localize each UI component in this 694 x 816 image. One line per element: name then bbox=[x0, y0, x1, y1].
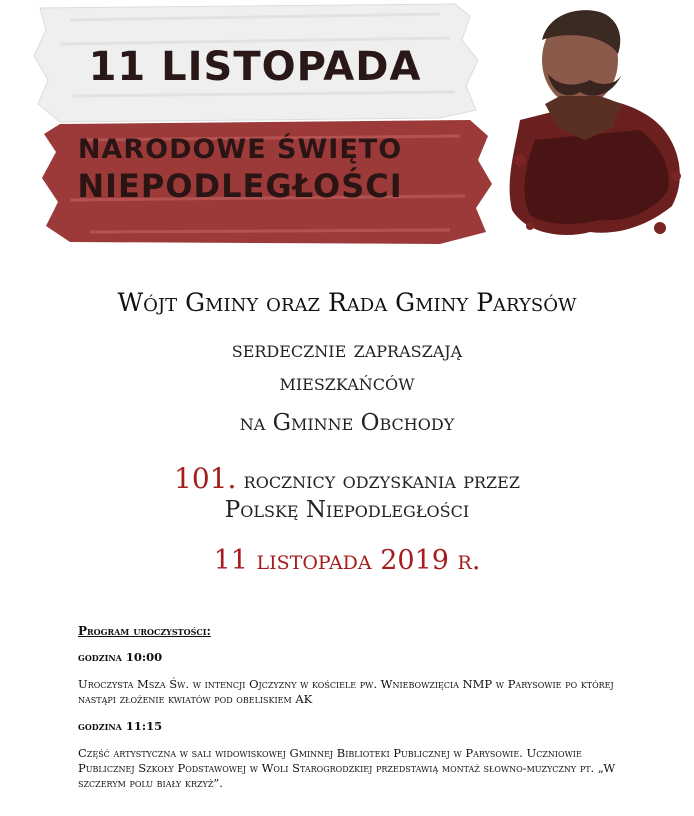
event-line: na Gminne Obchody bbox=[239, 410, 455, 436]
anniversary-number: 101. bbox=[174, 462, 237, 495]
program-text-1: Uroczysta Msza Św. w intencji Ojczyzny w kościele pw. Wniebowzięcia NMP w Parysowie po której nastąpi złożenie kwiatów pod obeliskiem AK bbox=[78, 677, 614, 706]
anniversary-line bbox=[0, 462, 694, 495]
program-time-1: godzina 10:00 bbox=[78, 650, 163, 664]
banner-subtitle bbox=[60, 132, 420, 204]
portrait-illustration bbox=[510, 10, 681, 235]
audience-line: mieszkańców bbox=[279, 370, 415, 396]
banner bbox=[0, 0, 694, 262]
banner-subtitle-line1: NARODOWE ŚWIĘTO bbox=[77, 134, 403, 165]
independence-line: Polskę Niepodległości bbox=[224, 497, 470, 523]
program-text-2: Część artystyczna w sali widowiskowej Gminnej Biblioteki Publicznej w Parysowie. Uczniowie Publicznej Szkoły Podstawowej w Woli Starogrodzkiej przedstawią montaż słowno-muzyczny pt. „W szczerym polu biały krzyż”. bbox=[78, 746, 616, 790]
anniversary-text: rocznicy odzyskania przez bbox=[236, 468, 520, 494]
event-date: 11 listopada 2019 r. bbox=[213, 545, 481, 576]
invite-line: serdecznie zapraszają bbox=[231, 337, 463, 363]
banner-subtitle-line2: NIEPODLEGŁOŚCI bbox=[77, 167, 403, 205]
flag-brush-graphic bbox=[0, 0, 694, 262]
program-time-2: godzina 11:15 bbox=[78, 719, 163, 733]
hosts-line: Wójt Gminy oraz Rada Gminy Parysów bbox=[117, 288, 577, 317]
program-heading: Program uroczystości: bbox=[78, 624, 211, 638]
banner-title: 11 LISTOPADA bbox=[88, 44, 422, 90]
